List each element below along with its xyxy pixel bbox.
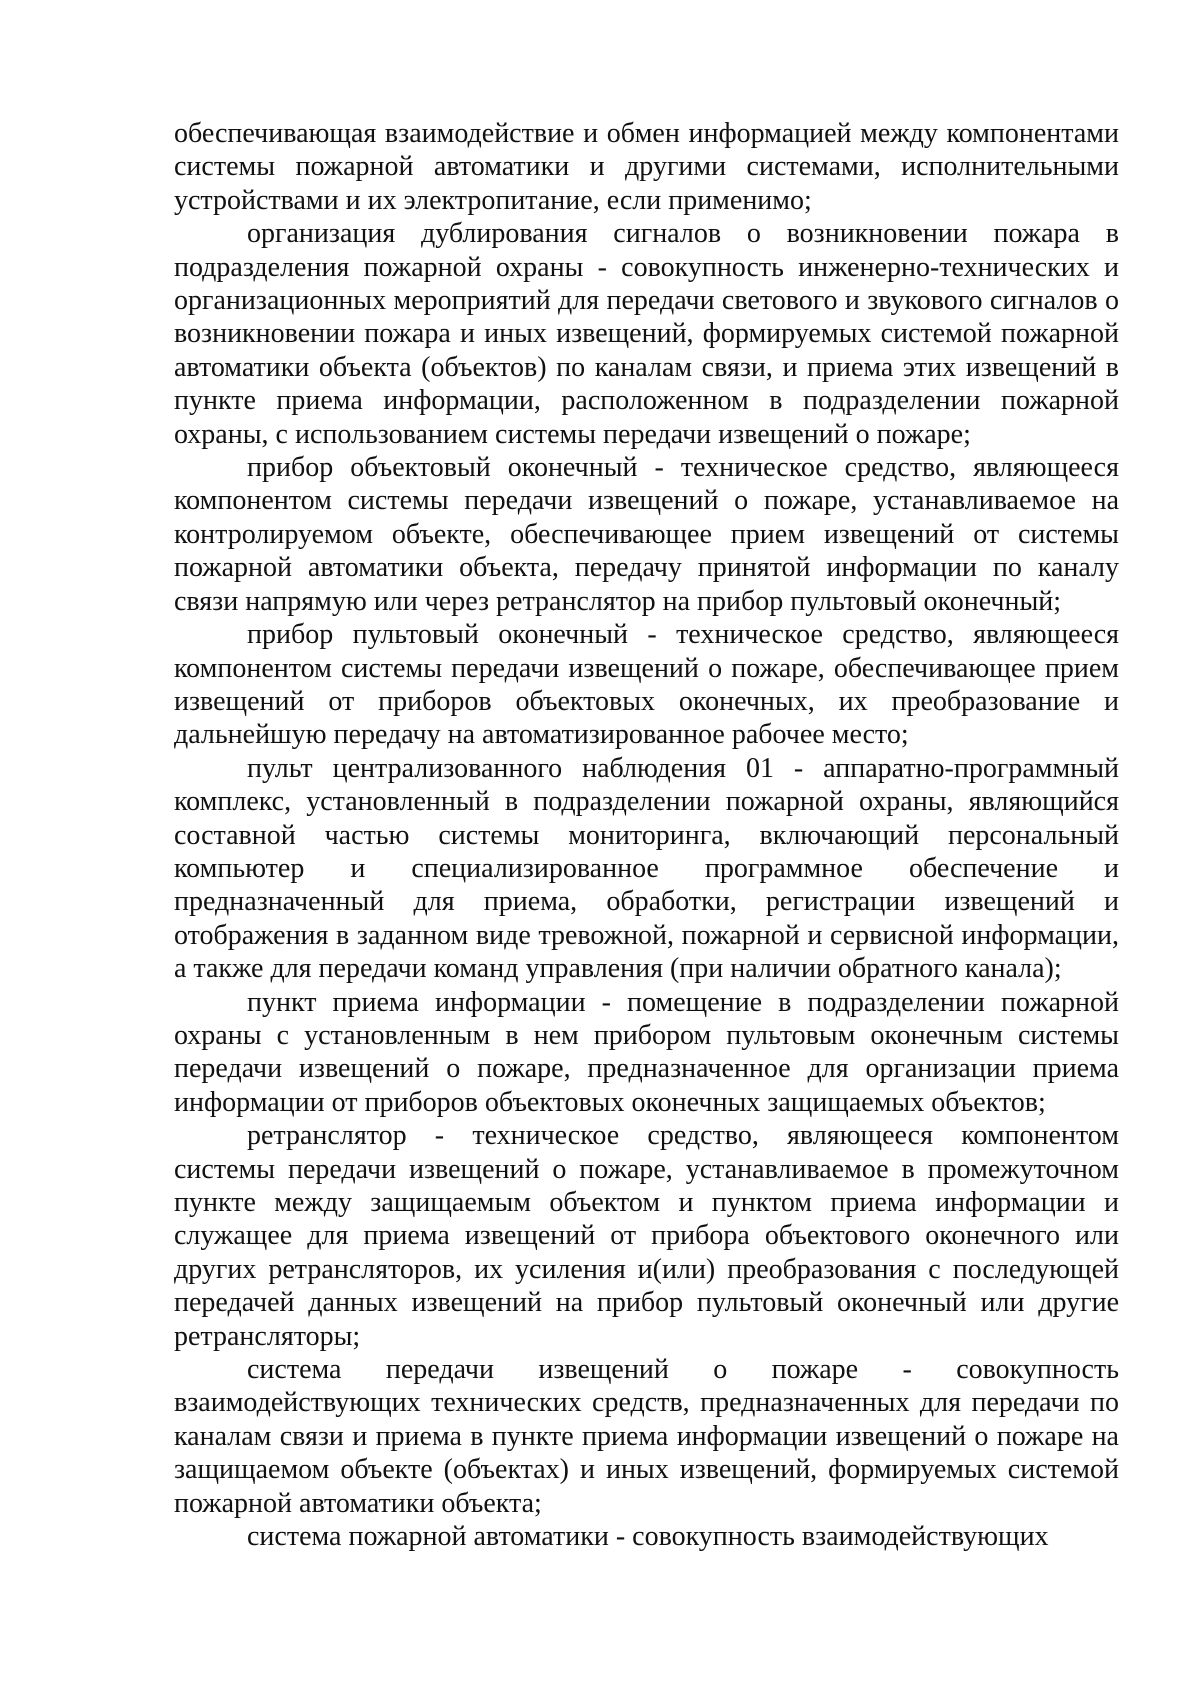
paragraph-console-terminal-device: прибор пультовый оконечный - техническое средство, являющееся компонентом системы передачи извещений о пожаре, обеспечивающее прием извещений от приборов объектовых оконечных, их преобразование и дальнейшую передачу на автоматизированное рабочее место; [174,619,1119,751]
paragraph-repeater: ретранслятор - техническое средство, являющееся компонентом системы передачи извещений о пожаре, устанавливаемое в промежуточном пункте между защищаемым объектом и пунктом приема информации и служащее для приема извещений от прибора объектового оконечного или других ретрансляторов, их усиления и(или) преобразования с последующей передачей данных извещений на прибор пультовый оконечный или другие ретрансляторы; [174,1120,1119,1352]
paragraph-central-monitoring-console: пульт централизованного наблюдения 01 - аппаратно-программный комплекс, установленный в подразделении пожарной охраны, являющийся составной частью системы мониторинга, включающий персональный компьютер и специализированное программное обеспечение и предназначенный для приема, обработки, регистрации извещений и отображения в заданном виде тревожной, пожарной и сервисной информации, а также для передачи команд управления (при наличии обратного канала); [174,752,1119,985]
paragraph-fire-signal-duplication: организация дублирования сигналов о возникновении пожара в подразделения пожарной охраны - совокупность инженерно-технических и организационных мероприятий для передачи светового и звукового сигналов о возникновении пожара и иных извещений, формируемых системой пожарной автоматики объекта (объектов) по каналам связи, и приема этих извещений в пункте приема информации, расположенном в подразделении пожарной охраны, с использованием системы передачи извещений о пожаре; [174,218,1119,450]
paragraph-continuation: обеспечивающая взаимодействие и обмен информацией между компонентами системы пожарной автоматики и другими системами, исполнительными устройствами и их электропитание, если применимо; [174,118,1119,216]
paragraph-object-terminal-device: прибор объектовый оконечный - техническое средство, являющееся компонентом системы передачи извещений о пожаре, устанавливаемое на контролируемом объекте, обеспечивающее прием извещений от системы пожарной автоматики объекта, передачу принятой информации по каналу связи напрямую или через ретранслятор на прибор пультовый оконечный; [174,452,1119,617]
paragraph-fire-automation-system: система пожарной автоматики - совокупность взаимодействующих [247,1521,1049,1553]
paragraph-information-reception-point: пункт приема информации - помещение в подразделении пожарной охраны с установленным в нем прибором пультовым оконечным системы передачи извещений о пожаре, предназначенное для организации приема информации от приборов объектовых оконечных защищаемых объектов; [174,986,1119,1118]
paragraph-fire-notification-system: система передачи извещений о пожаре - совокупность взаимодействующих технических средств, предназначенных для передачи по каналам связи и приема в пункте приема информации извещений о пожаре на защищаемом объекте (объектах) и иных извещений, формируемых системой пожарной автоматики объекта; [174,1354,1119,1519]
document-body [174,117,1119,1553]
